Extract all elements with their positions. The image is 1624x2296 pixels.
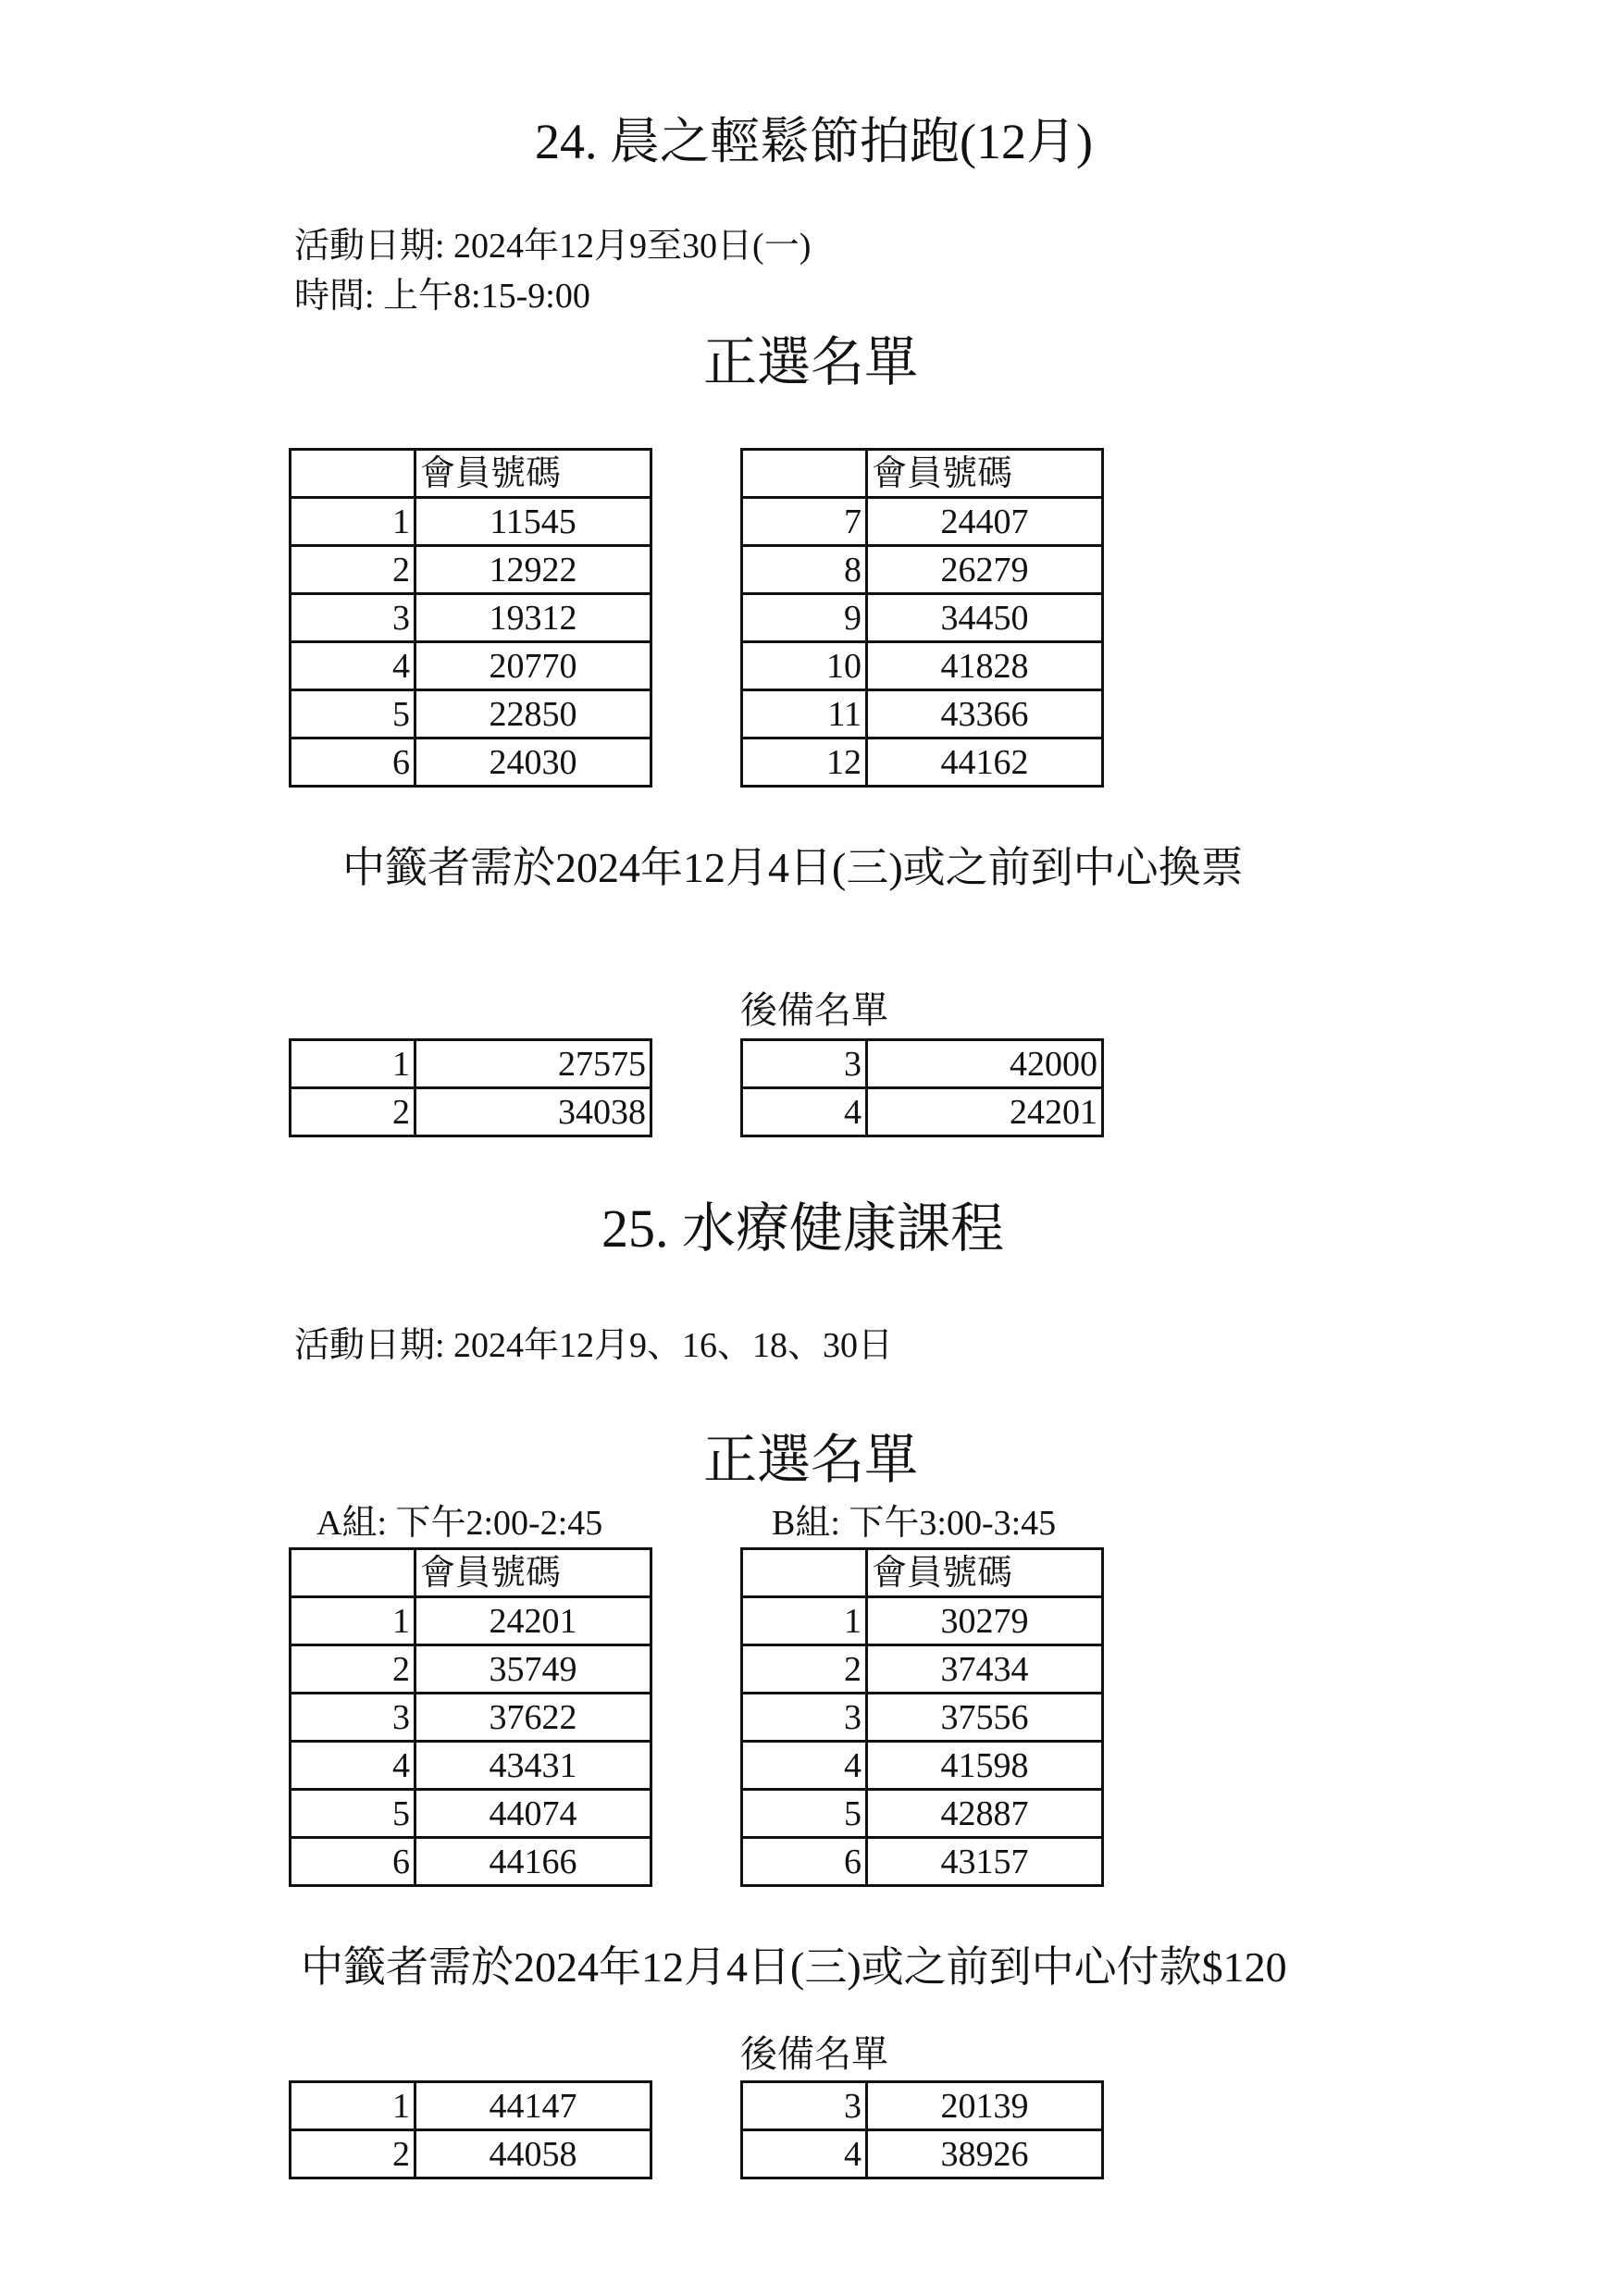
table-row [291,642,651,690]
row-number: 8 [742,546,867,594]
table-row [742,690,1103,738]
table-cell [742,450,867,498]
section-25-waitlist-left [289,2080,652,2179]
row-number: 3 [291,1694,415,1742]
section-24-table-right [740,448,1104,788]
table-row [291,2130,651,2178]
row-number: 1 [291,2082,415,2130]
table-cell [742,1549,867,1597]
row-number: 5 [291,1790,415,1838]
member-id: 44166 [415,1838,651,1886]
table-row [742,1790,1103,1838]
member-id: 42000 [867,1040,1103,1088]
row-number: 2 [291,546,415,594]
member-id: 24201 [415,1597,651,1645]
row-number: 11 [742,690,867,738]
row-number: 2 [742,1645,867,1694]
row-number: 6 [742,1838,867,1886]
table-header-row [291,1549,651,1597]
table-row [742,594,1103,642]
section-24-waitlist-right [740,1038,1104,1137]
group-a-label: A組: 下午2:00-2:45 [316,1504,603,1543]
row-number: 1 [291,498,415,546]
row-number: 4 [742,1742,867,1790]
table-row [742,1597,1103,1645]
table-row [291,690,651,738]
column-header: 會員號碼 [415,1549,651,1597]
row-number: 4 [742,2130,867,2178]
table-header-row [742,1549,1103,1597]
member-id: 37556 [867,1694,1103,1742]
member-id: 34450 [867,594,1103,642]
row-number: 4 [291,642,415,690]
table-row [291,1742,651,1790]
member-id: 24407 [867,498,1103,546]
row-number: 5 [742,1790,867,1838]
row-number: 10 [742,642,867,690]
table-row [742,498,1103,546]
row-number: 9 [742,594,867,642]
table-row [742,1838,1103,1886]
member-id: 20770 [415,642,651,690]
table-row [291,498,651,546]
section-24-list-title: 正選名單 [703,332,919,392]
row-number: 1 [291,1040,415,1088]
section-25-note: 中籤者需於2024年12月4日(三)或之前到中心付款$120 [301,1943,1287,1991]
member-id: 37434 [867,1645,1103,1694]
member-id: 41828 [867,642,1103,690]
group-b-label: B組: 下午3:00-3:45 [772,1504,1057,1543]
section-24-date: 活動日期: 2024年12月9至30日(一) [294,227,812,266]
member-id: 43431 [415,1742,651,1790]
member-id: 27575 [415,1040,651,1088]
member-id: 11545 [415,498,651,546]
column-header: 會員號碼 [867,450,1103,498]
table-row [742,546,1103,594]
table-row [742,2130,1103,2178]
member-id: 24030 [415,738,651,787]
row-number: 6 [291,738,415,787]
table-row [742,1645,1103,1694]
table-row [291,1838,651,1886]
table-cell [291,1549,415,1597]
member-id: 44058 [415,2130,651,2178]
section-24-title: 24. 晨之輕鬆節拍跑(12月) [535,114,1093,169]
member-id: 19312 [415,594,651,642]
member-id: 20139 [867,2082,1103,2130]
row-number: 1 [742,1597,867,1645]
table-row [291,1040,651,1088]
row-number: 6 [291,1838,415,1886]
row-number: 5 [291,690,415,738]
column-header: 會員號碼 [867,1549,1103,1597]
row-number: 3 [742,1040,867,1088]
member-id: 41598 [867,1742,1103,1790]
table-row [742,738,1103,787]
table-cell [291,450,415,498]
section-25-waitlist-right [740,2080,1104,2179]
row-number: 2 [291,1088,415,1136]
member-id: 44162 [867,738,1103,787]
member-id: 26279 [867,546,1103,594]
row-number: 4 [291,1742,415,1790]
member-id: 44074 [415,1790,651,1838]
row-number: 3 [291,594,415,642]
row-number: 1 [291,1597,415,1645]
table-row [742,642,1103,690]
section-24-time: 時間: 上午8:15-9:00 [294,277,590,316]
table-row [291,594,651,642]
table-row [291,738,651,787]
table-header-row [742,450,1103,498]
row-number: 7 [742,498,867,546]
table-row [291,1088,651,1136]
section-24-waitlist-title: 後備名單 [740,989,888,1031]
table-row [742,1694,1103,1742]
row-number: 12 [742,738,867,787]
section-24-note: 中籤者需於2024年12月4日(三)或之前到中心換票 [342,844,1244,891]
column-header: 會員號碼 [415,450,651,498]
row-number: 2 [291,2130,415,2178]
member-id: 44147 [415,2082,651,2130]
table-row [291,1645,651,1694]
table-row [291,1694,651,1742]
section-24-waitlist-left [289,1038,652,1137]
table-row [291,1790,651,1838]
row-number: 3 [742,1694,867,1742]
table-row [742,1040,1103,1088]
section-25-title: 25. 水療健康課程 [601,1198,1005,1259]
section-25-date: 活動日期: 2024年12月9、16、18、30日 [294,1326,894,1365]
row-number: 3 [742,2082,867,2130]
group-b-table [740,1547,1104,1887]
group-a-table [289,1547,652,1887]
table-row [291,2082,651,2130]
table-row [291,546,651,594]
section-24-table-left [289,448,652,788]
member-id: 42887 [867,1790,1103,1838]
member-id: 38926 [867,2130,1103,2178]
section-25-waitlist-title: 後備名單 [740,2033,888,2075]
table-header-row [291,450,651,498]
table-row [742,1088,1103,1136]
table-row [291,1597,651,1645]
member-id: 34038 [415,1088,651,1136]
member-id: 37622 [415,1694,651,1742]
member-id: 22850 [415,690,651,738]
member-id: 35749 [415,1645,651,1694]
member-id: 43157 [867,1838,1103,1886]
table-row [742,2082,1103,2130]
member-id: 24201 [867,1088,1103,1136]
member-id: 43366 [867,690,1103,738]
table-row [742,1742,1103,1790]
member-id: 12922 [415,546,651,594]
section-25-list-title: 正選名單 [703,1430,919,1490]
row-number: 2 [291,1645,415,1694]
row-number: 4 [742,1088,867,1136]
member-id: 30279 [867,1597,1103,1645]
